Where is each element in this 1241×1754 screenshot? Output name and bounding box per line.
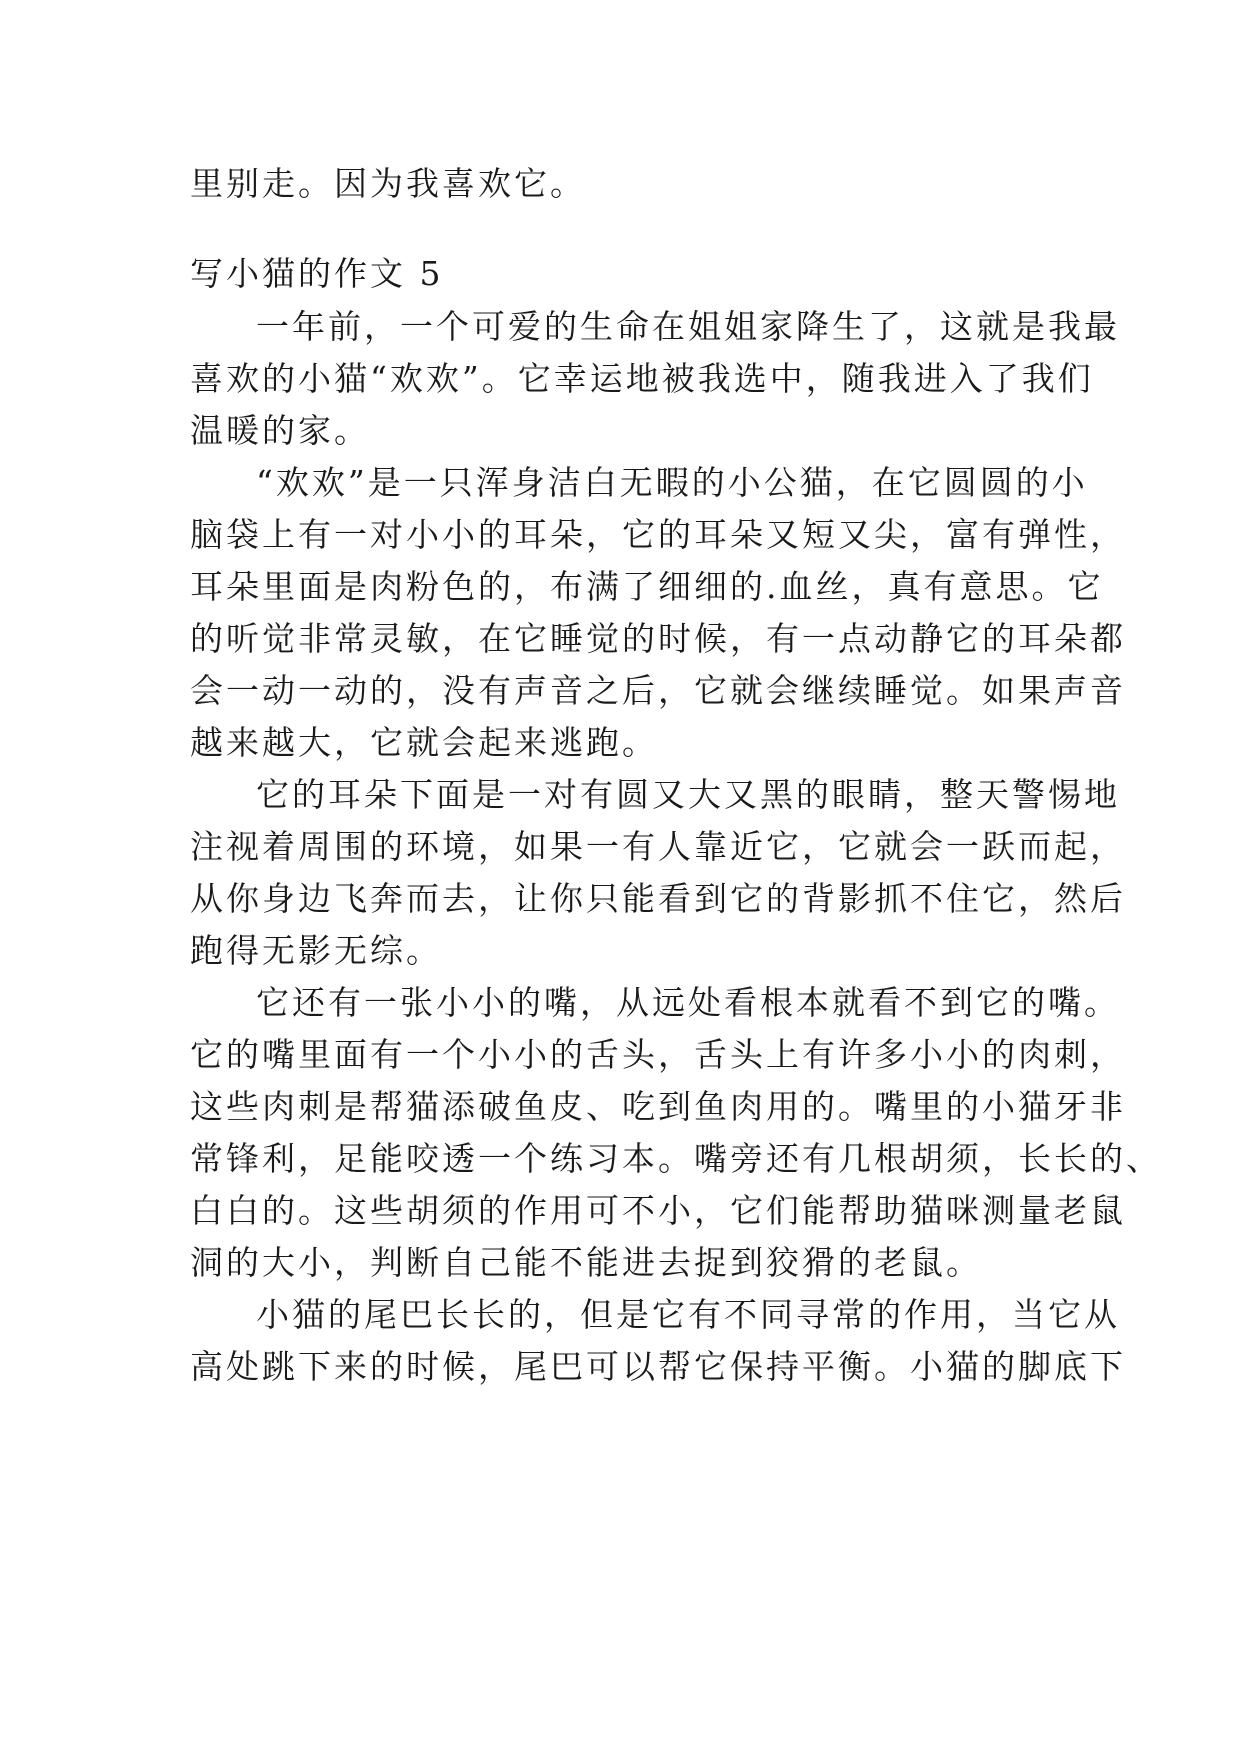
paragraph-line: 一年前，一个可爱的生命在姐姐家降生了，这就是我最 (256, 307, 1120, 346)
paragraph-line: 它还有一张小小的嘴，从远处看根本就看不到它的嘴。 (256, 983, 1120, 1022)
paragraph-line: 会一动一动的，没有声音之后，它就会继续睡觉。如果声音 (190, 671, 1126, 710)
paragraph-line: 注视着周围的环境，如果一有人靠近它，它就会一跃而起， (190, 827, 1126, 866)
paragraph-line: 的听觉非常灵敏，在它睡觉的时候，有一点动静它的耳朵都 (190, 619, 1126, 658)
paragraph-line: “欢欢”是一只浑身洁白无暇的小公猫，在它圆圆的小 (256, 463, 1088, 502)
text-line: 里别走。因为我喜欢它。 (190, 164, 586, 203)
paragraph-line: 白白的。这些胡须的作用可不小，它们能帮助猫咪测量老鼠 (190, 1191, 1126, 1230)
paragraph-line: 越来越大，它就会起来逃跑。 (190, 723, 658, 762)
paragraph-line: 高处跳下来的时候，尾巴可以帮它保持平衡。小猫的脚底下 (190, 1347, 1126, 1386)
paragraph-line: 常锋利，足能咬透一个练习本。嘴旁还有几根胡须，长长的、 (190, 1139, 1162, 1178)
paragraph-line: 耳朵里面是肉粉色的，布满了细细的.血丝，真有意思。它 (190, 567, 1104, 606)
paragraph-line: 喜欢的小猫“欢欢”。它幸运地被我选中，随我进入了我们 (190, 359, 1094, 398)
paragraph-line: 温暖的家。 (190, 411, 370, 450)
paragraph-line: 小猫的尾巴长长的，但是它有不同寻常的作用，当它从 (256, 1295, 1120, 1334)
paragraph-line: 洞的大小，判断自己能不能进去捉到狡猾的老鼠。 (190, 1243, 982, 1282)
paragraph-line: 这些肉刺是帮猫添破鱼皮、吃到鱼肉用的。嘴里的小猫牙非 (190, 1087, 1126, 1126)
paragraph-line: 跑得无影无综。 (190, 931, 442, 970)
section-title: 写小猫的作文 5 (190, 254, 444, 293)
paragraph-line: 它的嘴里面有一个小小的舌头，舌头上有许多小小的肉刺， (190, 1035, 1126, 1074)
paragraph-line: 脑袋上有一对小小的耳朵，它的耳朵又短又尖，富有弹性， (190, 515, 1126, 554)
paragraph-line: 从你身边飞奔而去，让你只能看到它的背影抓不住它，然后 (190, 879, 1126, 918)
paragraph-line: 它的耳朵下面是一对有圆又大又黑的眼睛，整天警惕地 (256, 775, 1120, 814)
